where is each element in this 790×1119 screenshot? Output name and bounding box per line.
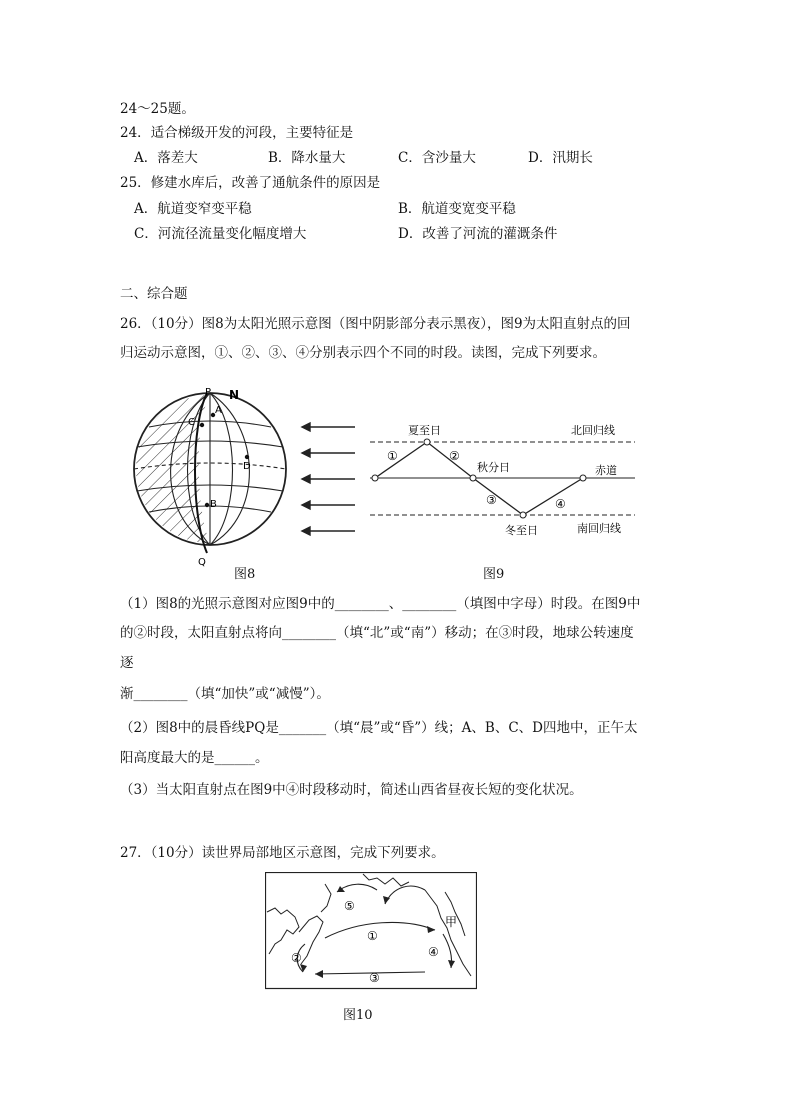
summer-solstice-label: 夏至日 [408,424,441,437]
q24-option-b: B．降水量大 [268,150,346,166]
q26-sub2-line1: （2）图8中的晨昏线PQ是_______（填“晨”或“昏”）线；A、B、C、D四地中，正午太 [120,720,638,736]
q24-option-a: A．落差大 [134,150,198,166]
period-3-label: ③ [486,493,497,507]
q26-sub1-line3: 逐 [120,655,134,671]
current-5-label: ⑤ [344,899,355,913]
q25-option-b: B．航道变宽变平稳 [398,201,516,217]
period-1-label: ① [387,449,398,463]
period-2-label: ② [449,449,460,463]
point-d [245,455,249,459]
label-a: A [215,405,222,416]
winter-solstice-label: 冬至日 [505,524,538,537]
jia-label: 甲 [445,915,458,929]
q26-sub1-line1: （1）图8的光照示意图对应图9中的________、________（填图中字母）时段。在图9中 [120,596,641,612]
q25-option-a: A．航道变窄变平稳 [134,201,252,217]
q26-sub1-line4: 渐________（填“加快”或“减慢”）。 [120,686,330,702]
q26-sub2-line2: 阳高度最大的是______。 [120,750,269,766]
q25-stem: 25．修建水库后，改善了通航条件的原因是 [120,175,381,191]
figure-9-caption: 图9 [483,567,505,582]
q25-option-c: C．河流径流量变化幅度增大 [134,226,307,242]
label-n: N [229,388,240,402]
label-d: D [243,461,251,472]
section-heading: 二、综合题 [120,286,188,302]
point-c [200,423,204,427]
label-c: C [188,417,195,428]
q26-stem-line1: 26．（10分）图8为太阳光照示意图（图中阴影部分表示黑夜），图9为太阳直射点的回 [120,316,631,332]
label-b: B [210,499,217,510]
equator-label: 赤道 [595,464,617,477]
q27-stem: 27．（10分）读世界局部地区示意图，完成下列要求。 [120,845,445,861]
q24-option-c: C．含沙量大 [398,150,476,166]
current-2-label: ② [291,951,302,965]
period-4-label: ④ [555,497,566,511]
figure-8-globe [125,385,295,575]
autumn-equinox-label: 秋分日 [477,461,510,474]
question-intro: 24～25题。 [120,101,195,117]
q25-option-d: D．改善了河流的灌溉条件 [398,226,558,242]
q24-option-d: D．汛期长 [528,150,593,166]
figure-9-diagram [365,418,640,543]
q24-stem: 24．适合梯级开发的河段，主要特征是 [120,125,354,141]
current-1-label: ① [367,929,378,943]
q26-stem-line2: 归运动示意图，①、②、③、④分别表示四个不同的时段。读图，完成下列要求。 [120,345,606,361]
figure-8-caption: 图8 [234,567,256,582]
figure-10-caption: 图10 [343,1008,373,1023]
point-b [205,503,209,507]
current-4-label: ④ [428,945,439,959]
current-3-label: ③ [369,971,380,985]
label-q: Q [198,557,206,568]
q26-sub3: （3）当太阳直射点在图9中④时段移动时，简述山西省昼夜长短的变化状况。 [120,782,583,798]
q26-sub1-line2: 的②时段，太阳直射点将向________（填“北”或“南”）移动；在③时段，地球公转速度 [120,625,634,641]
label-p: P [205,387,212,398]
figure-10-map [265,872,477,990]
north-tropic-label: 北回归线 [571,424,615,437]
south-tropic-label: 南回归线 [577,522,621,535]
sunlight-arrows [300,415,360,545]
